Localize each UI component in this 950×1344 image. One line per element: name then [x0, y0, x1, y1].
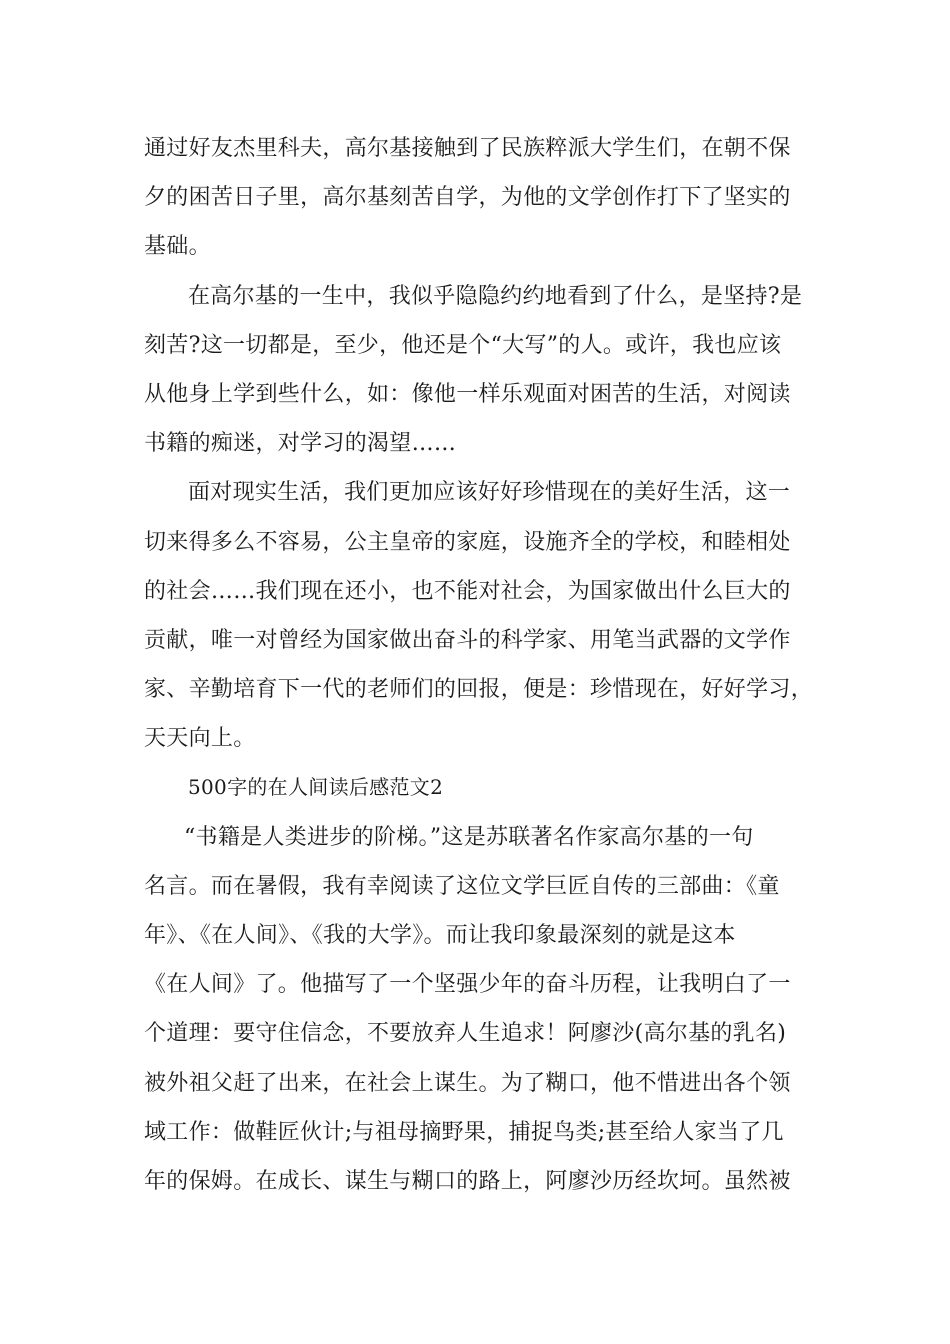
- text-line: 在高尔基的一生中，我似乎隐隐约约地看到了什么，是坚持?是: [188, 283, 803, 309]
- text-line: 夕的困苦日子里，高尔基刻苦自学，为他的文学创作打下了坚实的: [144, 185, 791, 211]
- text-line: 天天向上。: [144, 726, 256, 752]
- text-line: “书籍是人类进步的阶梯。”这是苏联著名作家高尔基的一句: [184, 824, 754, 850]
- text-line: 通过好友杰里科夫，高尔基接触到了民族粹派大学生们，在朝不保: [144, 136, 791, 161]
- text-line: 被外祖父赶了出来，在社会上谋生。为了糊口，他不惜进出各个领: [144, 1070, 791, 1096]
- text-line: 的社会……我们现在还小，也不能对社会，为国家做出什么巨大的: [144, 578, 791, 604]
- text-line: 年》、《在人间》、《我的大学》。而让我印象最深刻的就是这本: [144, 923, 736, 948]
- text-line: 贡献，唯一对曾经为国家做出奋斗的科学家、用笔当武器的文学作: [144, 627, 791, 653]
- text-line: 个道理：要守住信念，不要放弃人生追求！阿廖沙(高尔基的乳名): [144, 1021, 787, 1047]
- text-line: 域工作：做鞋匠伙计;与祖母摘野果，捕捉鸟类;甚至给人家当了几: [144, 1119, 784, 1145]
- text-line: 名言。而在暑假，我有幸阅读了这位文学巨匠自传的三部曲：《童: [144, 873, 780, 899]
- paragraph: [144, 813, 820, 1207]
- text-line: 家、辛勤培育下一代的老师们的回报，便是：珍惜现在，好好学习，: [144, 677, 814, 703]
- text-line: 基础。: [144, 234, 211, 260]
- document-body: [144, 124, 820, 1206]
- text-line: 书籍的痴迷，对学习的渴望……: [144, 431, 457, 457]
- paragraph: [144, 272, 820, 469]
- text-line: 面对现实生活，我们更加应该好好珍惜现在的美好生活，这一: [188, 480, 791, 506]
- text-line: 切来得多么不容易，公主皇帝的家庭，设施齐全的学校，和睦相处: [144, 529, 791, 555]
- text-line: 年的保姆。在成长、谋生与糊口的路上，阿廖沙历经坎坷。虽然被: [144, 1168, 791, 1194]
- text-line: 《在人间》了。他描写了一个坚强少年的奋斗历程，让我明白了一: [144, 972, 791, 998]
- paragraph: [144, 124, 820, 272]
- text-line: 刻苦?这一切都是，至少，他还是个“大写”的人。或许，我也应该: [144, 332, 782, 358]
- section-heading: 500字的在人间读后感范文2: [188, 775, 444, 800]
- text-line: 从他身上学到些什么，如：像他一样乐观面对困苦的生活，对阅读: [144, 381, 791, 407]
- paragraph: [144, 468, 820, 763]
